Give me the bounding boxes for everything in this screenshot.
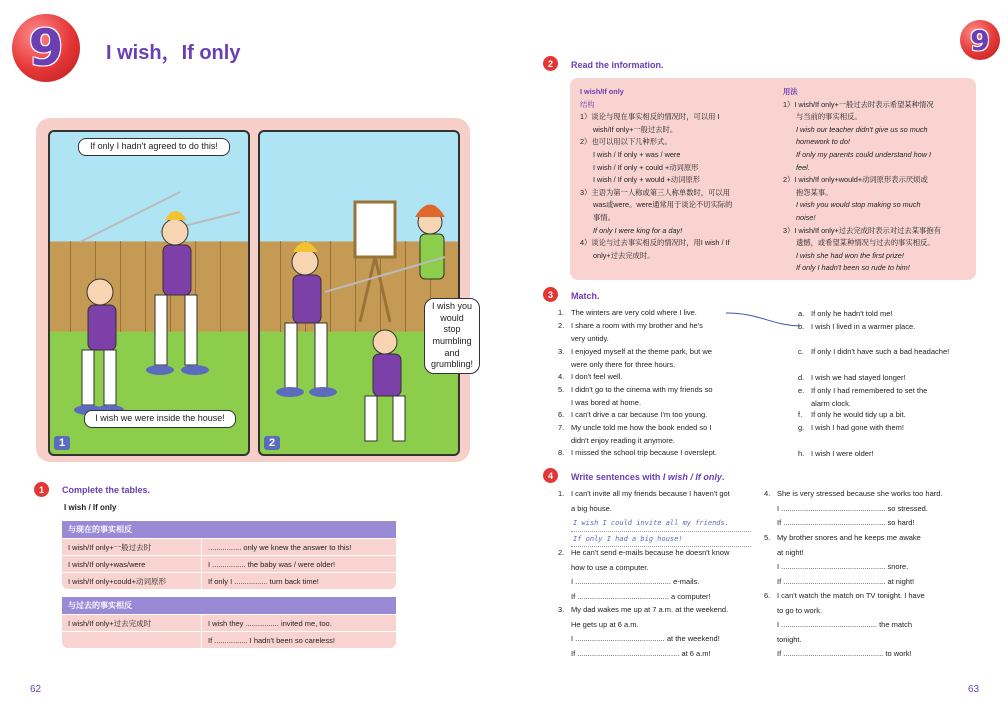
- panel-number: 1: [54, 436, 70, 450]
- write-question-6: 6. I can't watch the match on TV tonight. I have to go to work. I .............................................. the match tonight. If ................................................ to work!: [764, 589, 970, 662]
- info-example: I wish our teacher didn't give us so much: [796, 124, 928, 134]
- info-line: 1）谈论与现在事实相反的情况时，可以用 I: [580, 112, 720, 122]
- page-title: I wish，If only: [106, 42, 241, 64]
- info-line: 3）I wish/If only+过去完成时表示对过去某事抱有: [783, 225, 941, 235]
- info-line: I wish / If only + could +动词原形: [593, 162, 699, 172]
- info-line: 2）也可以用以下几种形式。: [580, 137, 672, 147]
- answer-blank[interactable]: If ................................................. at 6 a.m!: [571, 648, 711, 658]
- match-item-1[interactable]: 1. The winters are very cold where I live.: [558, 308, 697, 317]
- write-question-4: 4. She is very stressed because she works too hard. I .................................................. so stressed. If ................................................. so hard!: [764, 487, 970, 531]
- info-heading: I wish/If only: [580, 87, 624, 96]
- info-line: 与当前的事实相反。: [796, 112, 862, 122]
- answer-blank[interactable]: If ................................................. at night!: [777, 576, 915, 586]
- info-structure-column: [580, 86, 770, 262]
- table-row: [62, 631, 396, 648]
- comic-strip: [36, 118, 474, 462]
- info-line: 遗憾，或希望某种情况与过去的事实相反。: [796, 238, 935, 248]
- answer-blank[interactable]: If ................................................ to work!: [777, 649, 912, 659]
- match-item-6[interactable]: 6. I can't drive a car because I'm too young.: [558, 410, 708, 419]
- speech-bubble-2: I wish we were inside the house!: [84, 410, 236, 428]
- table-cell: I wish/If only+was/were: [62, 556, 202, 572]
- table-cell: I wish/If only+一般过去时: [62, 539, 202, 555]
- answer-blank[interactable]: I .................................................. snore.: [777, 562, 909, 572]
- comic-panel-1: [48, 130, 250, 456]
- match-item-2[interactable]: 2. I share a room with my brother and he's very untidy.: [558, 321, 703, 343]
- info-line: 3）主语为第一人称或第三人称单数时，可以用: [580, 187, 730, 197]
- match-option-h[interactable]: h. I wish I were older!: [798, 449, 874, 458]
- match-option-b[interactable]: b. I wish I lived in a warmer place.: [798, 322, 916, 331]
- write-question-3: 3. My dad wakes me up at 7 a.m. at the weekend. He gets up at 6 a.m. I ........................................... at the weekend! If ................................................. at 6 a.m!: [558, 603, 764, 661]
- answer-blank[interactable]: I .............................................. the match: [777, 620, 913, 630]
- info-heading: 用法: [783, 87, 798, 96]
- table-row: [62, 538, 396, 555]
- page-number-right: 63: [968, 684, 980, 695]
- table-row: [62, 572, 396, 589]
- info-line: 1）I wish/If only+一般过去时表示希望某种情况: [783, 99, 934, 109]
- info-line: wish/If only+一般过去时。: [593, 124, 678, 134]
- match-item-8[interactable]: 8. I missed the school trip because I overslept.: [558, 448, 717, 457]
- info-line: 2）I wish/If only+would+动词原形表示厌烦或: [783, 175, 928, 185]
- match-option-g[interactable]: g. I wish I had gone with them!: [798, 423, 904, 432]
- info-example: If only my parents could understand how I: [796, 149, 932, 159]
- info-example: I wish she had won the first prize!: [796, 250, 904, 260]
- fill-in-blank[interactable]: If ................ I hadn't been so careless!: [208, 635, 335, 645]
- match-option-e[interactable]: e. If only I had remembered to set the alarm clock.: [798, 386, 928, 408]
- write-question-1: 1. I can't invite all my friends because I haven't got a big house. I wish I could invite all my friends. If only I had a big house!: [558, 487, 764, 547]
- info-example: If only I hadn't been so rude to him!: [796, 263, 910, 273]
- write-question-2: 2. He can't send e-mails because he doesn't know how to use a computer. I .............................................. e-mails. If ............................................ a computer!: [558, 546, 764, 604]
- info-line: 抱怨某事。: [796, 187, 833, 197]
- exercise-title: Complete the tables.: [62, 485, 151, 495]
- handwritten-answer[interactable]: I wish I could invite all my friends.: [571, 516, 751, 532]
- match-option-c[interactable]: c. If only I didn't have such a bad headache!: [798, 347, 950, 356]
- fencer-illustration: [60, 182, 245, 432]
- info-example: I wish you would stop making so much: [796, 200, 921, 210]
- answer-blank[interactable]: If ............................................ a computer!: [571, 591, 711, 601]
- answer-blank[interactable]: I ........................................... at the weekend!: [571, 634, 720, 644]
- table-cell: [62, 632, 202, 648]
- exercise-subtitle: I wish / If only: [64, 503, 117, 512]
- exercise-number: 1: [34, 482, 49, 497]
- info-example: noise!: [796, 212, 816, 222]
- info-subheading: 结构: [580, 99, 595, 109]
- fill-in-blank[interactable]: If only I ................ turn back time!: [208, 576, 319, 586]
- grammar-table-past: [62, 597, 396, 648]
- unit-badge-right: [960, 20, 1000, 60]
- table-cell: I wish/If only+过去完成时: [62, 615, 202, 631]
- fill-in-blank[interactable]: I ................ the baby was / were older!: [208, 559, 336, 569]
- info-line: I wish / If only + was / were: [593, 149, 681, 159]
- table-cell: I wish/If only+could+动词原形: [62, 573, 202, 589]
- info-line: was或were。were通常用于谈论不切实际的: [593, 200, 733, 210]
- speech-bubble-3: I wish you would stop mumbling and grumbling!: [424, 298, 480, 374]
- answer-blank[interactable]: If ................................................. so hard!: [777, 518, 915, 528]
- match-option-a[interactable]: a. If only he hadn't told me!: [798, 309, 893, 318]
- match-item-7[interactable]: 7. My uncle told me how the book ended so I didn't enjoy reading it anymore.: [558, 423, 712, 445]
- grammar-info-box: [570, 78, 976, 280]
- page-number-left: 62: [30, 684, 42, 695]
- exercise-number: 3: [543, 287, 558, 302]
- handwritten-answer[interactable]: If only I had a big house!: [571, 532, 751, 548]
- match-item-3[interactable]: 3. I enjoyed myself at the theme park, but we were only there for three hours.: [558, 347, 712, 369]
- unit-badge: [12, 14, 80, 82]
- table-row: [62, 614, 396, 631]
- speech-bubble-1: If only I hadn't agreed to do this!: [78, 138, 230, 156]
- info-example: feel.: [796, 162, 810, 172]
- panel-number: 2: [264, 436, 280, 450]
- fill-in-blank[interactable]: I wish they ................ invited me, too.: [208, 618, 332, 628]
- fill-in-blank[interactable]: ................ only we knew the answer to this!: [208, 542, 352, 552]
- info-line: only+过去完成时。: [593, 250, 655, 260]
- table-row: [62, 555, 396, 572]
- answer-blank[interactable]: I .................................................. so stressed.: [777, 503, 928, 513]
- unit-number: 9: [28, 19, 64, 77]
- info-line: 4）谈论与过去事实相反的情况时，用I wish / If: [580, 238, 730, 248]
- exercise-number: 4: [543, 468, 558, 483]
- exercise-title: Read the information.: [571, 60, 664, 70]
- match-option-d[interactable]: d. I wish we had stayed longer!: [798, 373, 906, 382]
- write-question-5: 5. My brother snores and he keeps me awake at night! I .................................................. snore. If ................................................. at night!: [764, 531, 970, 589]
- match-item-4[interactable]: 4. I don't feel well.: [558, 372, 623, 381]
- unit-number-right: 9: [970, 23, 990, 57]
- table-header: 与过去的事实相反: [62, 597, 396, 614]
- exercise-title: Write sentences with I wish / If only.: [571, 472, 725, 482]
- info-example: If only I were king for a day!: [593, 225, 683, 235]
- info-line: I wish / If only + would +动词原形: [593, 175, 701, 185]
- answer-blank[interactable]: I .............................................. e-mails.: [571, 577, 700, 587]
- comic-panel-2: [258, 130, 474, 456]
- exercise-title: Match.: [571, 291, 600, 301]
- match-option-f[interactable]: f. If only he would tidy up a bit.: [798, 410, 906, 419]
- info-line: 事情。: [593, 212, 615, 222]
- table-header: 与现在的事实相反: [62, 521, 396, 538]
- match-item-5[interactable]: 5. I didn't go to the cinema with my friends so I was bored at home.: [558, 385, 713, 407]
- grammar-table-present: [62, 521, 396, 589]
- info-example: homework to do!: [796, 137, 850, 147]
- info-usage-column: [783, 86, 971, 275]
- exercise-number: 2: [543, 56, 558, 71]
